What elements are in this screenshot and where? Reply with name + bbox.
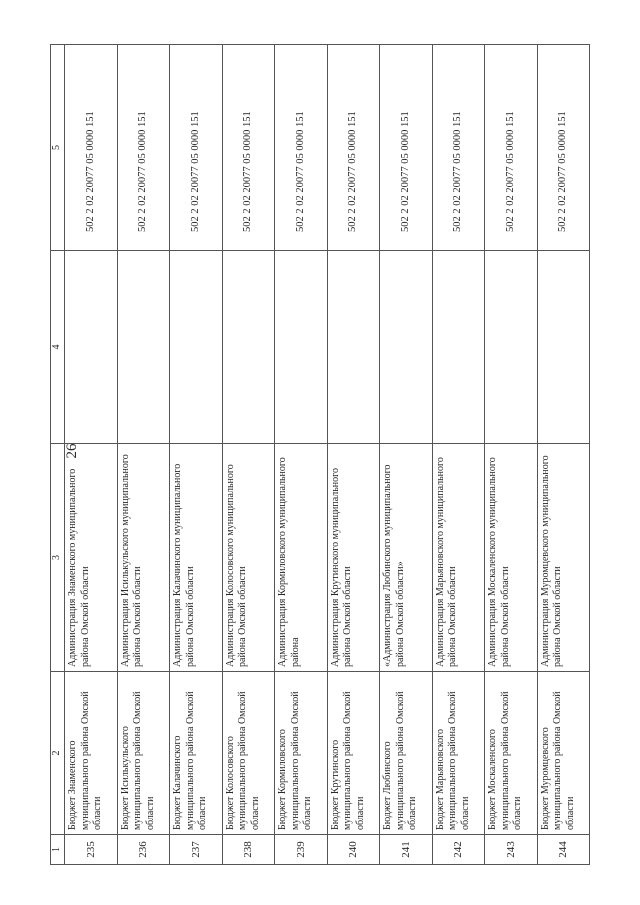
page-number: 26 <box>64 443 80 459</box>
column-4-cell <box>65 251 118 444</box>
budget-name: Бюджет Исилькульского муниципального района Омской области <box>117 672 170 835</box>
row-number: 242 <box>432 835 485 865</box>
budget-name: Бюджет Марьяновского муниципального района Омской области <box>432 672 485 835</box>
administrator-name: Администрация Калачинского муниципального района Омской области <box>170 444 223 672</box>
row-number: 241 <box>380 835 433 865</box>
column-header-1: 1 <box>51 835 65 865</box>
row-number: 235 <box>65 835 118 865</box>
budget-name: Бюджет Знаменского муниципального района Омской области <box>65 672 118 835</box>
column-header-3: 3 <box>51 444 65 672</box>
budget-name: Бюджет Кормиловского муниципального района Омской области <box>275 672 328 835</box>
column-4-cell <box>485 251 538 444</box>
table-row <box>222 45 275 865</box>
column-4-cell <box>117 251 170 444</box>
budget-name: Бюджет Любинского муниципального района Омской области <box>380 672 433 835</box>
table-row <box>275 45 328 865</box>
row-number: 243 <box>485 835 538 865</box>
budget-code: 502 2 02 20077 05 0000 151 <box>170 45 223 251</box>
budget-code: 502 2 02 20077 05 0000 151 <box>327 45 380 251</box>
row-number: 240 <box>327 835 380 865</box>
table-header-row <box>51 45 65 865</box>
column-4-cell <box>222 251 275 444</box>
column-header-2: 2 <box>51 672 65 835</box>
table-row <box>65 45 118 865</box>
table-row <box>380 45 433 865</box>
column-4-cell <box>380 251 433 444</box>
budget-code: 502 2 02 20077 05 0000 151 <box>380 45 433 251</box>
budget-code: 502 2 02 20077 05 0000 151 <box>65 45 118 251</box>
budget-table <box>50 44 590 865</box>
budget-code: 502 2 02 20077 05 0000 151 <box>222 45 275 251</box>
budget-name: Бюджет Калачинского муниципального района Омской области <box>170 672 223 835</box>
administrator-name: Администрация Знаменского муниципального района Омской области <box>65 444 118 672</box>
administrator-name: Администрация Кормиловского муниципального района <box>275 444 328 672</box>
budget-code: 502 2 02 20077 05 0000 151 <box>485 45 538 251</box>
budget-name: Бюджет Муромцевского муниципального района Омской области <box>537 672 590 835</box>
table-row <box>117 45 170 865</box>
budget-code: 502 2 02 20077 05 0000 151 <box>537 45 590 251</box>
table-row <box>432 45 485 865</box>
column-header-5: 5 <box>51 45 65 251</box>
administrator-name: «Администрация Любинского муниципального района Омской области» <box>380 444 433 672</box>
budget-code: 502 2 02 20077 05 0000 151 <box>275 45 328 251</box>
administrator-name: Администрация Москаленского муниципального района Омской области <box>485 444 538 672</box>
administrator-name: Администрация Марьяновского муниципального района Омской области <box>432 444 485 672</box>
budget-name: Бюджет Москаленского муниципального района Омской области <box>485 672 538 835</box>
budget-code: 502 2 02 20077 05 0000 151 <box>432 45 485 251</box>
administrator-name: Администрация Крутинского муниципального района Омской области <box>327 444 380 672</box>
table-row <box>537 45 590 865</box>
budget-name: Бюджет Колосовского муниципального района Омской области <box>222 672 275 835</box>
table-row <box>485 45 538 865</box>
row-number: 244 <box>537 835 590 865</box>
column-header-4: 4 <box>51 251 65 444</box>
administrator-name: Администрация Муромцевского муниципального района Омской области <box>537 444 590 672</box>
column-4-cell <box>170 251 223 444</box>
row-number: 239 <box>275 835 328 865</box>
row-number: 237 <box>170 835 223 865</box>
column-4-cell <box>537 251 590 444</box>
administrator-name: Администрация Исилькульского муниципального района Омской области <box>117 444 170 672</box>
budget-code: 502 2 02 20077 05 0000 151 <box>117 45 170 251</box>
table-row <box>170 45 223 865</box>
column-4-cell <box>275 251 328 444</box>
row-number: 236 <box>117 835 170 865</box>
table-row <box>327 45 380 865</box>
column-4-cell <box>432 251 485 444</box>
administrator-name: Администрация Колосовского муниципального района Омской области <box>222 444 275 672</box>
document-table-container <box>50 45 590 865</box>
column-4-cell <box>327 251 380 444</box>
budget-name: Бюджет Крутинского муниципального района Омской области <box>327 672 380 835</box>
row-number: 238 <box>222 835 275 865</box>
